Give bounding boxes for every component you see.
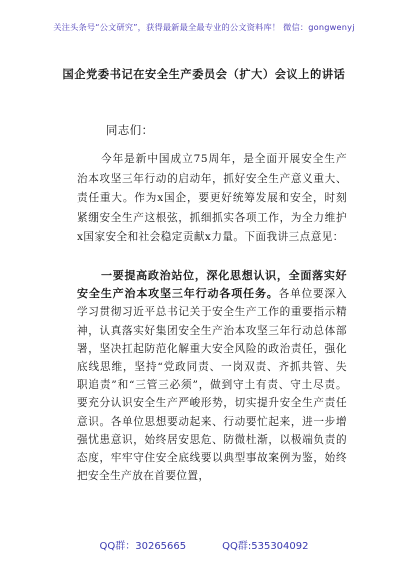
paragraph-2 [77, 267, 347, 485]
paragraph-1: 今年是新中国成立75周年，是全面开展安全生产治本攻坚三年行动的启动年，抓好安全生产意义重大、责任重大。作为x国企，要更好统筹发展和安全，时刻紧绷安全生产这根弦，抓细抓实各项工作，为全力维护x国家安全和社会稳定贡献x力量。下面我讲三点意见： [77, 153, 347, 243]
header-banner: 关注头条号“公文研究”，获得最新最全最专业的公文资料库！ 微信：gongwenyj [53, 22, 355, 32]
greeting: 同志们： [106, 123, 154, 137]
paragraph-2-lead: 一要提高政治站位，深化思想认识，全面落实好安全生产治本攻坚三年行动各项任务。 [77, 269, 347, 301]
footer-qq-group-2: QQ群:535304092 [222, 541, 309, 552]
document-title: 国企党委书记在安全生产委员会（扩大）会议上的讲话 [62, 67, 346, 81]
footer-qq-group-1: QQ群：30265665 [99, 541, 187, 552]
paragraph-2-body: 各单位要深入学习贯彻习近平总书记关于安全生产工作的重要指示精神，认真落实好集团安全生产治本攻坚三年行动总体部署，坚决扛起防范化解重大安全风险的政治责任，强化底线思维，坚持“党政同责、一岗双责、齐抓共管、失职追责”和“三管三必须”，做到守土有责、守土尽责。要充分认识安全生产严峻形势，切实提升安全生产责任意识。各单位思想要动起来、行动要忙起来，进一步增强忧患意识，始终居安思危、防微杜渐，以极端负责的态度，牢牢守住安全底线要以典型事故案例为鉴，始终把安全生产放在首要位置， [77, 288, 347, 483]
footer [0, 537, 408, 552]
